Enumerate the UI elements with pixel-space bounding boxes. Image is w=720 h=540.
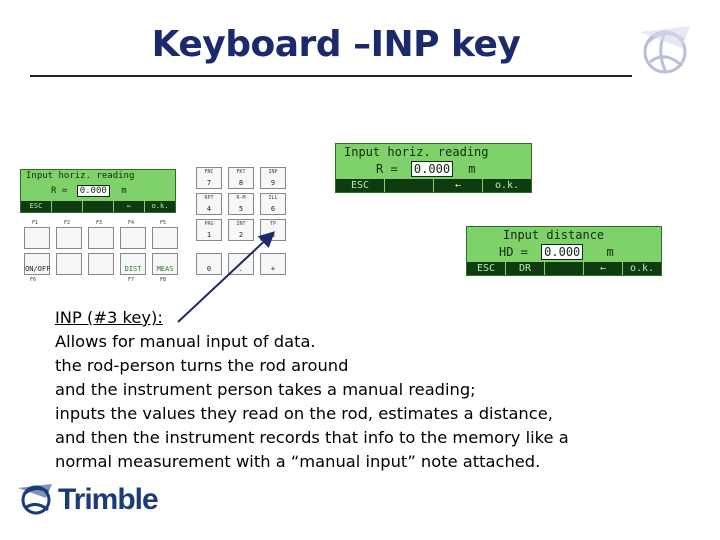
lcd-header: Input horiz. reading — [344, 145, 489, 159]
lcd-unit: m — [468, 162, 476, 176]
description-line: inputs the values they read on the rod, estimates a distance, — [55, 404, 553, 423]
description-line: and the instrument person takes a manual reading; — [55, 380, 476, 399]
key-top-label: R-M — [236, 195, 246, 201]
key-top-label: INT — [236, 221, 246, 227]
slide-title: Keyboard –INP key — [151, 24, 521, 65]
description-line: normal measurement with a “manual input” note attached. — [55, 452, 541, 471]
key-bottom-label: 6 — [270, 205, 276, 213]
f3-label: F3 — [96, 220, 103, 226]
f5-label: F5 — [160, 220, 167, 226]
lcd-header: Input distance — [503, 228, 605, 242]
softkey-ok[interactable]: o.k. — [629, 263, 655, 274]
key-label: DIST — [124, 265, 142, 273]
lcd-value-field[interactable]: 0.000 — [541, 244, 583, 260]
description-text — [55, 306, 675, 474]
lcd-value-label: HD = — [499, 245, 528, 259]
softkey-esc: ESC — [21, 201, 52, 212]
softkey-dr[interactable]: DR — [506, 262, 545, 275]
softkey-esc[interactable]: ESC — [336, 179, 385, 192]
key-bottom-label: 7 — [206, 179, 212, 187]
key-bottom-label: 0 — [206, 265, 212, 273]
key-label: MEAS — [156, 265, 174, 273]
lcd-value-field: 0.000 — [77, 185, 110, 197]
key-bottom-label: 2 — [238, 231, 244, 239]
key-bottom-label: 4 — [206, 205, 212, 213]
key-top-label: TP — [269, 221, 277, 227]
key-bottom-label: + — [270, 265, 276, 273]
f4-label: F4 — [128, 220, 135, 226]
lcd-value-label: R = — [376, 162, 398, 176]
key-top-label: INP — [268, 169, 278, 175]
key-top-label: PRG — [204, 221, 214, 227]
f1-label: F1 — [32, 220, 39, 226]
trimble-wordmark: Trimble — [58, 483, 158, 516]
key-label: ON/OFF — [25, 265, 51, 273]
lcd-unit: m — [606, 245, 614, 259]
f8-label: F8 — [160, 277, 167, 283]
softkey-ok: o.k. — [151, 202, 169, 210]
f2-label: F2 — [64, 220, 71, 226]
softkey-backspace: ← — [114, 201, 145, 212]
lcd-header: Input horiz. reading — [26, 171, 135, 181]
lcd-value-field[interactable]: 0.000 — [411, 161, 453, 177]
key-bottom-label: 9 — [270, 179, 276, 187]
key-top-label: FNC — [204, 169, 214, 175]
f7-label: F7 — [128, 277, 135, 283]
softkey-ok[interactable]: o.k. — [494, 180, 520, 191]
key-bottom-label: 8 — [238, 179, 244, 187]
key-bottom-label: 5 — [238, 205, 244, 213]
key-bottom-label: . — [238, 265, 244, 273]
softkey-backspace[interactable]: ← — [584, 262, 623, 275]
description-line: and then the instrument records that info to the memory like a — [55, 428, 569, 447]
softkey-esc[interactable]: ESC — [467, 262, 506, 275]
lcd-value-label: R = — [51, 186, 68, 196]
description-line: the rod-person turns the rod around — [55, 356, 349, 375]
f6-label: F6 — [30, 277, 37, 283]
trimble-logo — [18, 480, 158, 520]
key-top-label: RPT — [204, 195, 214, 201]
key-bottom-label: 3 — [270, 231, 276, 239]
key-heading: INP (#3 key): — [55, 308, 163, 327]
lcd-unit: m — [121, 186, 127, 196]
trimble-globe-icon — [18, 482, 54, 518]
key-top-label: FKT — [236, 169, 246, 175]
description-line: Allows for manual input of data. — [55, 332, 316, 351]
key-top-label: ILL — [268, 195, 278, 201]
softkey-backspace[interactable]: ← — [434, 179, 483, 192]
key-bottom-label: 1 — [206, 231, 212, 239]
